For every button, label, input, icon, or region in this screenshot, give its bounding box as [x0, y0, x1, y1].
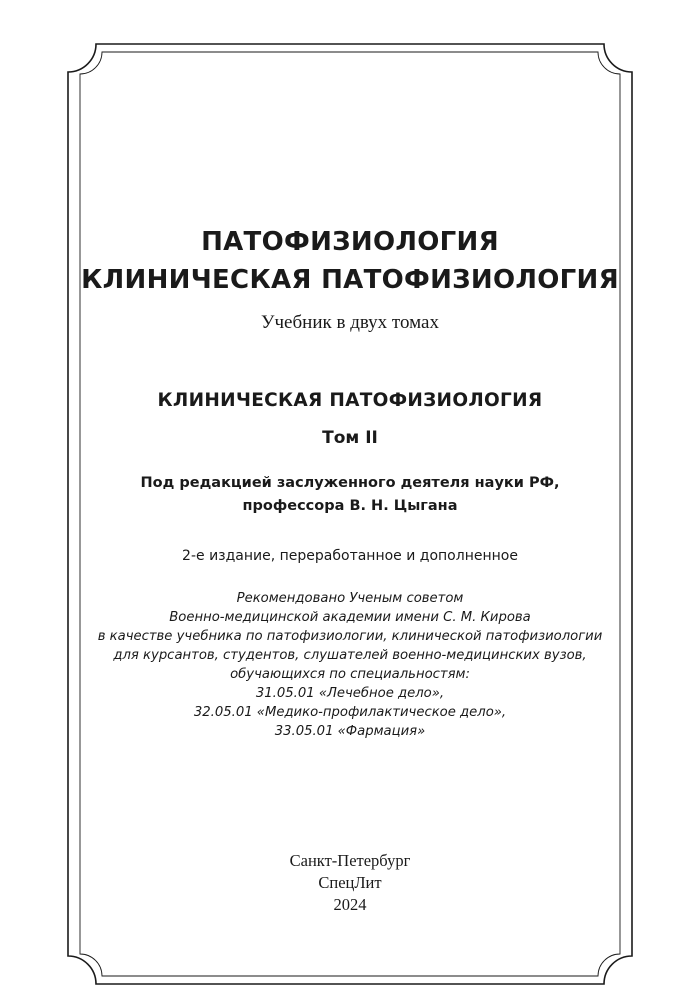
book-title-line-1: ПАТОФИЗИОЛОГИЯ: [201, 227, 499, 257]
volume-number: Том II: [322, 428, 378, 448]
imprint-publisher: СпецЛит: [318, 873, 382, 892]
recommendation-block: [60, 589, 640, 741]
imprint-year: 2024: [333, 895, 367, 914]
imprint-city: Санкт-Петербург: [289, 851, 411, 870]
specialty-line: 31.05.01 «Лечебное дело»,: [255, 686, 445, 701]
book-title: [60, 223, 640, 299]
recommendation-line: Рекомендовано Ученым советом: [236, 591, 464, 606]
recommendation-line: Военно-медицинской академии имени С. М. Кирова: [169, 610, 531, 625]
recommendation-line: в качестве учебника по патофизиологии, клинической патофизиологии: [97, 629, 603, 644]
book-subtitle: Учебник в двух томах: [261, 312, 439, 333]
imprint: [80, 850, 620, 916]
editor-line-1: Под редакцией заслуженного деятеля науки РФ,: [140, 475, 560, 491]
volume-title: КЛИНИЧЕСКАЯ ПАТОФИЗИОЛОГИЯ: [157, 390, 543, 411]
book-title-line-2: КЛИНИЧЕСКАЯ ПАТОФИЗИОЛОГИЯ: [81, 265, 619, 295]
recommendation-line: обучающихся по специальностям:: [230, 667, 470, 682]
specialty-line: 32.05.01 «Медико-профилактическое дело»,: [193, 705, 507, 720]
edition-note: 2-е издание, переработанное и дополненное: [182, 548, 518, 564]
recommendation-line: для курсантов, студентов, слушателей военно-медицинских вузов,: [113, 648, 587, 663]
specialty-line: 33.05.01 «Фармация»: [274, 724, 426, 739]
editor-line-2: профессора В. Н. Цыгана: [242, 498, 458, 514]
editor-credit: [80, 472, 620, 518]
